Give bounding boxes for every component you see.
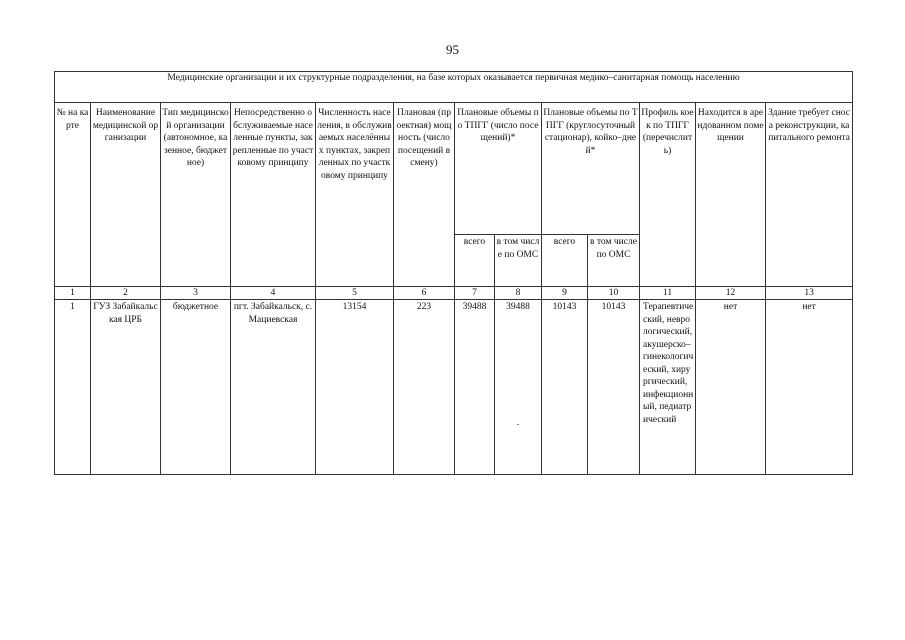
header-days-total: всего	[542, 235, 588, 287]
header-visits-volume: Плановые объемы по ТПГГ (число посещений)*	[455, 103, 542, 235]
column-number: 12	[696, 287, 766, 300]
header-demolition-required: Здание требует сноса реконструкции, капитального ремонта	[766, 103, 853, 287]
cell-visits-total: 39488	[455, 300, 495, 475]
column-number: 13	[766, 287, 853, 300]
cell-beds-profile: Терапевтический, неврологический, акушерско–гинекологический, хирургический, инфекционный, педиатрический	[640, 300, 696, 475]
cell-days-oms: 10143	[588, 300, 640, 475]
header-organization-type: Тип медицинской организации (автономное, казенное, бюджетное)	[161, 103, 231, 287]
cell-map-number: 1	[55, 300, 91, 475]
cell-population: 13154	[316, 300, 394, 475]
cell-organization-name: ГУЗ Забайкальская ЦРБ	[91, 300, 161, 475]
column-number: 10	[588, 287, 640, 300]
column-number: 9	[542, 287, 588, 300]
column-number: 11	[640, 287, 696, 300]
header-capacity: Плановая (проектная) мощность (число посещений в смену)	[394, 103, 455, 287]
cell-days-total: 10143	[542, 300, 588, 475]
header-bed-days-volume: Плановые объемы по ТПГГ (круглосуточный стационар), койко–дней*	[542, 103, 640, 235]
column-number: 1	[55, 287, 91, 300]
cell-visits-oms-value: 39488	[506, 302, 530, 312]
cell-organization-type: бюджетное	[161, 300, 231, 475]
header-settlements: Непосредственно обслуживаемые населенные пункты, закрепленные по участковому принципу	[231, 103, 316, 287]
column-number: 5	[316, 287, 394, 300]
header-visits-oms: в том числе по ОМС	[495, 235, 542, 287]
column-number: 7	[455, 287, 495, 300]
organizations-table	[54, 71, 853, 475]
header-days-oms: в том числе по ОМС	[588, 235, 640, 287]
header-leased-premises: Находится в арендованном помещении	[696, 103, 766, 287]
table-row	[55, 300, 853, 475]
cell-capacity: 223	[394, 300, 455, 475]
header-population: Численность населения, в обслуживаемых населённых пунктах, закрепленных по участковому принципу	[316, 103, 394, 287]
column-number: 4	[231, 287, 316, 300]
header-beds-profile: Профиль коек по ТПГГ (перечислить)	[640, 103, 696, 287]
column-number: 2	[91, 287, 161, 300]
cell-demolition: нет	[766, 300, 853, 475]
cell-visits-oms	[495, 300, 542, 475]
column-number: 6	[394, 287, 455, 300]
column-number: 8	[495, 287, 542, 300]
table-title: Медицинские организации и их структурные подразделения, на базе которых оказывается первичная медико–санитарная помощь населению	[55, 72, 853, 103]
page-number: 95	[446, 42, 459, 57]
column-numbers-row	[55, 287, 853, 300]
cell-settlements: пгт. Забайкальск, с.Мациевская	[231, 300, 316, 475]
header-visits-total: всего	[455, 235, 495, 287]
column-number: 3	[161, 287, 231, 300]
header-organization-name: Наименование медицинской организации	[91, 103, 161, 287]
tick-mark: -	[516, 419, 520, 428]
header-map-number: № на карте	[55, 103, 91, 287]
cell-leased: нет	[696, 300, 766, 475]
